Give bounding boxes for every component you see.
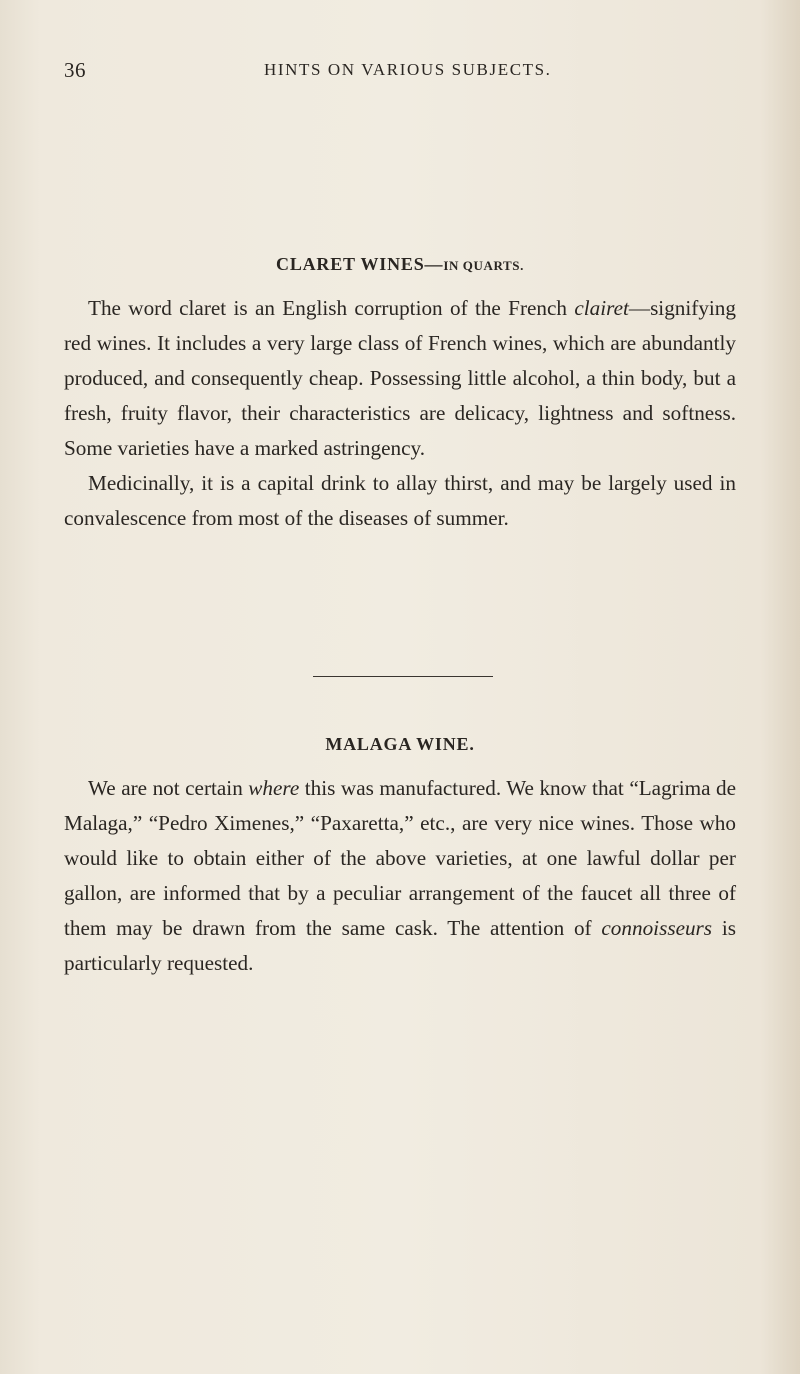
claret-paragraph-2 (64, 466, 736, 536)
claret-p1-italic: clairet (574, 296, 629, 320)
claret-section (64, 254, 736, 536)
malaga-p1-text-a: We are not certain (88, 776, 249, 800)
malaga-title: MALAGA WINE. (325, 734, 475, 754)
claret-paragraph-1 (64, 291, 736, 466)
claret-title-main: CLARET WINES— (276, 254, 444, 274)
malaga-p1-italic: where (248, 776, 300, 800)
claret-p1-text-b: —signifying red wines. It includes a very large class of French wines, which are abundantly produced, and consequently cheap. Possessing little alcohol, a thin body, but a fresh, fruity flavor, their characteristics are delicacy, lightness and softness. Some varieties have a marked astringency. (64, 296, 736, 460)
section-divider-rule (313, 676, 493, 677)
claret-title (64, 254, 736, 275)
page-header (64, 58, 724, 88)
malaga-paragraph-1 (64, 771, 736, 981)
malaga-section (64, 734, 736, 981)
running-head: HINTS ON VARIOUS SUBJECTS. (264, 60, 552, 79)
page-number: 36 (64, 58, 86, 82)
claret-p1-text-a: The word claret is an English corruption of the French (88, 296, 575, 320)
malaga-p1-italic-2: connoisseurs (601, 916, 713, 940)
claret-p2-text: Medicinally, it is a capital drink to allay thirst, and may be largely used in convalescence from most of the diseases of summer. (64, 471, 736, 530)
claret-title-subtitle: IN QUARTS. (443, 258, 524, 273)
malaga-p1-text-b: this was manufactured. We know that “Lagrima de Malaga,” “Pedro Ximenes,” “Paxaretta,” etc., are very nice wines. Those who would like to obtain either of the above varieties, at one lawful dollar per gallon, are informed that by a peculiar arrangement of the faucet all three of them may be drawn from the same cask. The attention of (64, 776, 736, 940)
malaga-p1-text-c: is particularly requested. (64, 916, 736, 975)
